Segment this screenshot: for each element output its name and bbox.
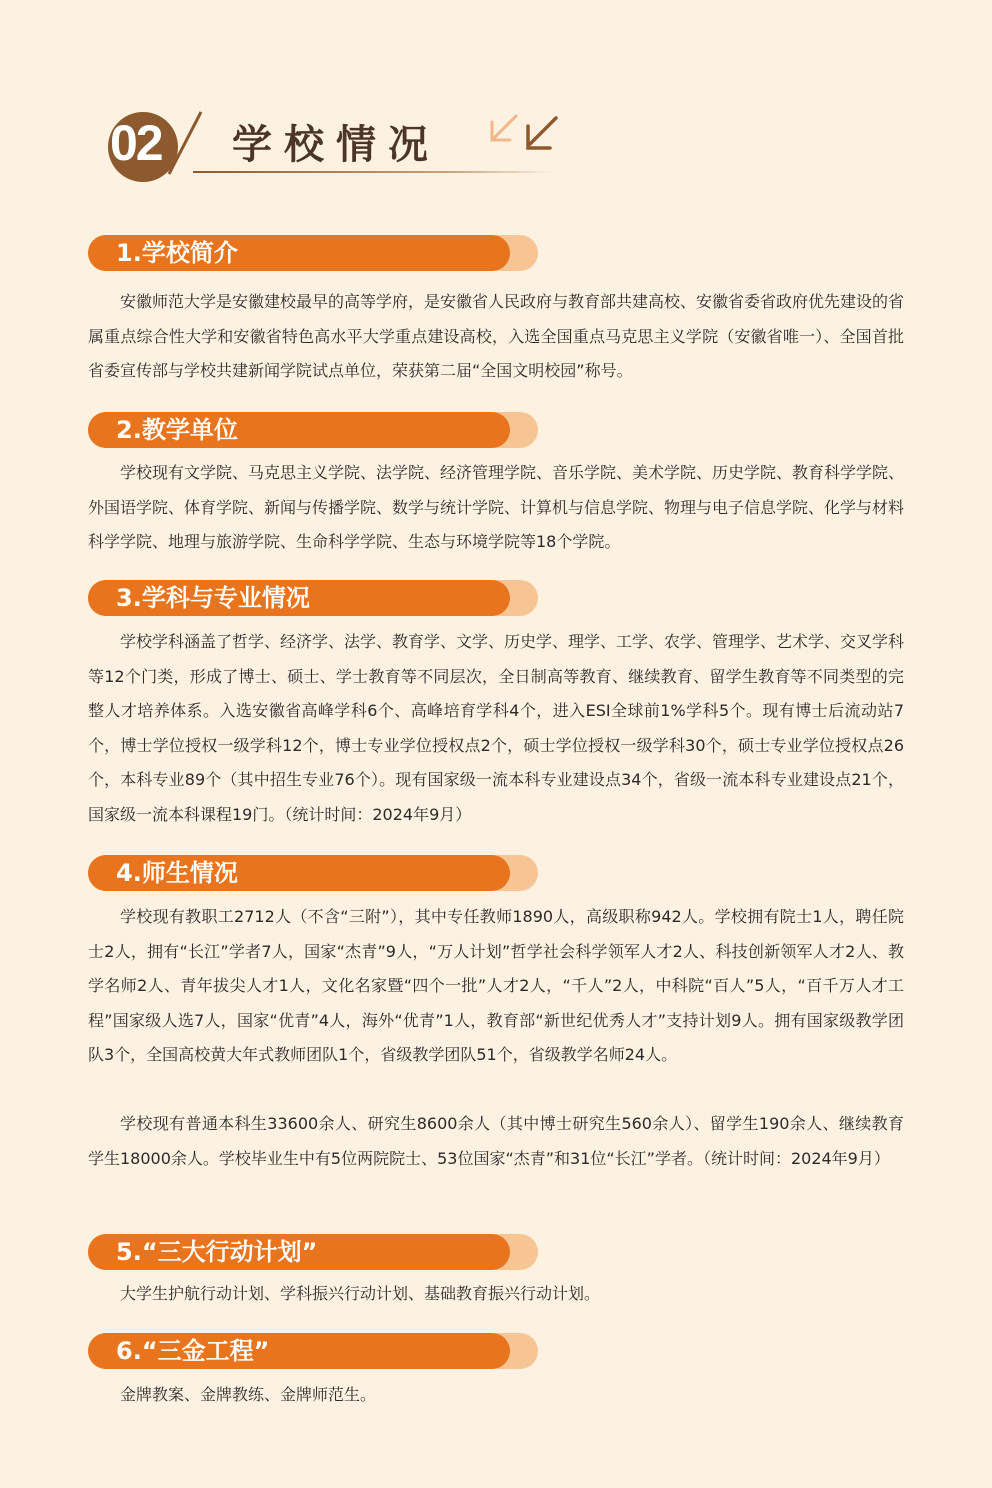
section-1-paragraph: 安徽师范大学是安徽建校最早的高等学府，是安徽省人民政府与教育部共建高校、安徽省委省政府优先建设的省属重点综合性大学和安徽省特色高水平大学重点建设高校，入选全国重点马克思主义学院（安徽省唯一）、全国首批省委宣传部与学校共建新闻学院试点单位，荣获第二届“全国文明校园”称号。 <box>88 292 905 380</box>
section-heading-6 <box>88 1333 538 1369</box>
section-heading-label: 1.学校简介 <box>116 239 238 267</box>
section-number: 02 <box>110 115 162 171</box>
arrow-decoration-icon <box>486 112 562 158</box>
title-underline <box>193 171 555 173</box>
section-heading-label: 6.“三金工程” <box>116 1337 270 1365</box>
section-4-paragraph-2: 学校现有普通本科生33600余人、研究生8600余人（其中博士研究生560余人）、留学生190余人、继续教育学生18000余人。学校毕业生中有5位两院院士、53位国家“杰青”和31位“长江”学者。（统计时间：2024年9月） <box>88 1114 904 1168</box>
section-4-paragraph-1: 学校现有教职工2712人（不含“三附”），其中专任教师1890人，高级职称942人。学校拥有院士1人，聘任院士2人，拥有“长江”学者7人，国家“杰青”9人，“万人计划”哲学社会科学领军人才2人、科技创新领军人才2人、教学名师2人、青年拔尖人才1人，文化名家暨“四个一批”人才2人，“千人”2人，中科院“百人”5人，“百千万人才工程”国家级人选7人，国家“优青”4人，海外“优青”1人，教育部“新世纪优秀人才”支持计划9人。拥有国家级教学团队3个，全国高校黄大年式教师团队1个，省级教学团队51个，省级教学名师24人。 <box>88 907 904 1064</box>
section-5-paragraph: 大学生护航行动计划、学科振兴行动计划、基础教育振兴行动计划。 <box>120 1284 601 1303</box>
section-heading-4 <box>88 855 538 891</box>
section-heading-3 <box>88 580 538 616</box>
section-2-paragraph: 学校现有文学院、马克思主义学院、法学院、经济管理学院、音乐学院、美术学院、历史学院、教育科学学院、外国语学院、体育学院、新闻与传播学院、数学与统计学院、计算机与信息学院、物理与电子信息学院、化学与材料科学学院、地理与旅游学院、生命科学学院、生态与环境学院等18个学院。 <box>88 463 905 551</box>
section-heading-1 <box>88 235 538 271</box>
section-heading-label: 4.师生情况 <box>116 859 238 887</box>
section-heading-2 <box>88 412 538 448</box>
section-6-paragraph: 金牌教案、金牌教练、金牌师范生。 <box>120 1385 377 1404</box>
section-heading-label: 5.“三大行动计划” <box>116 1238 318 1266</box>
page-title: 学校情况 <box>232 121 440 168</box>
section-heading-5 <box>88 1234 538 1270</box>
section-heading-label: 2.教学单位 <box>116 416 238 444</box>
section-heading-label: 3.学科与专业情况 <box>116 584 310 612</box>
section-3-paragraph: 学校学科涵盖了哲学、经济学、法学、教育学、文学、历史学、理学、工学、农学、管理学、艺术学、交叉学科等12个门类，形成了博士、硕士、学士教育等不同层次，全日制高等教育、继续教育、留学生教育等不同类型的完整人才培养体系。入选安徽省高峰学科6个、高峰培育学科4个，进入ESI全球前1%学科5个。现有博士后流动站7个，博士学位授权一级学科12个，博士专业学位授权点2个，硕士学位授权一级学科30个，硕士专业学位授权点26个，本科专业89个（其中招生专业76个）。现有国家级一流本科专业建设点34个，省级一流本科专业建设点21个，国家级一流本科课程19门。（统计时间：2024年9月） <box>88 632 905 824</box>
slash-decoration-icon <box>165 108 205 178</box>
